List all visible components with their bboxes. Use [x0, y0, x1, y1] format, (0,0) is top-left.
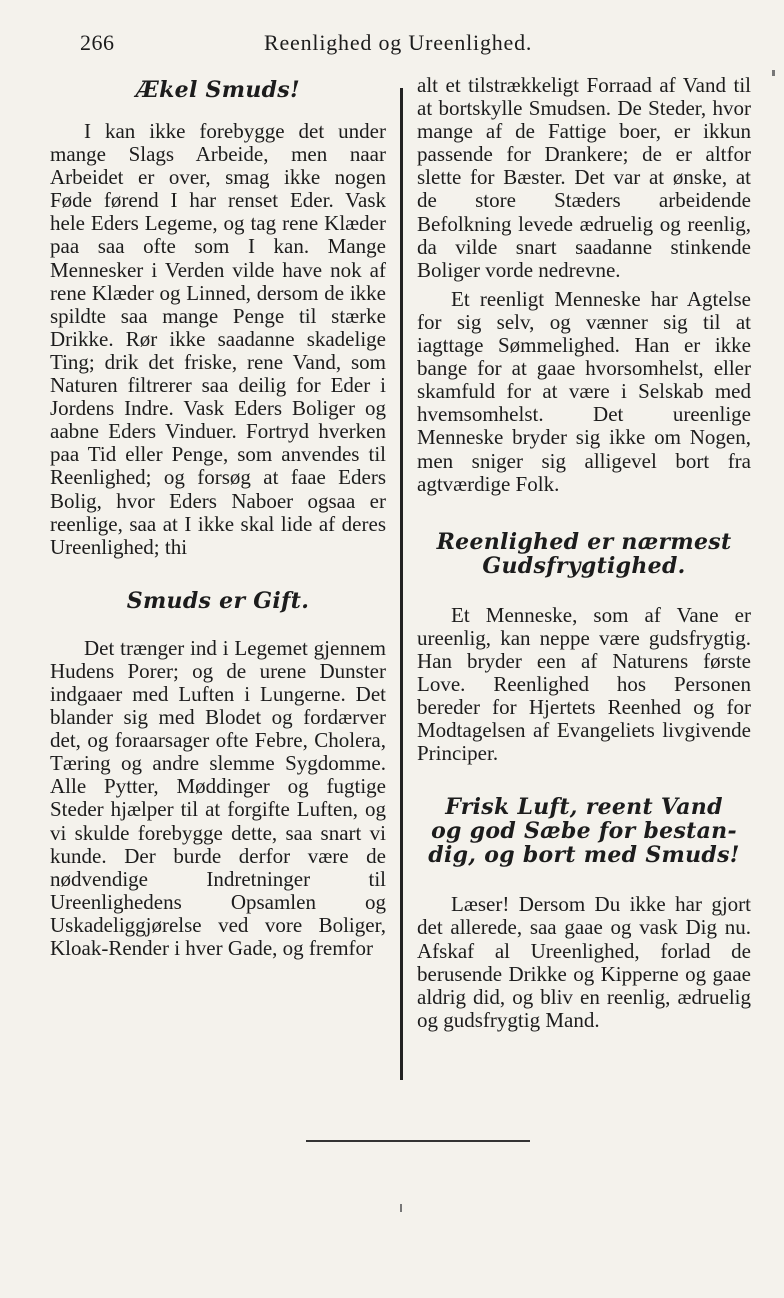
heading-line: og god Sæbe for bestan- — [431, 818, 737, 845]
heading-line: Gudsfrygtighed. — [482, 552, 686, 579]
paragraph-dirt-is-poison: Det trænger ind i Legemet gjennem Hudens Porer; og de urene Dunster indgaaer med Luften i Lungerne. Det blander sig med Blodet og fordærver det, og foraarsager ofte Febre, Cholera, Tæring og andre slemme Sygdomme. Alle Pytter, Møddinger og fugtige Steder hjælper til at forgifte Luften, og vi skulde forebygge dette, saa snart vi kunde. Der burde derfor være de nødvendige Indretninger til Ureenlighedens Opsamlen og Uskadeliggjørelse ved vore Boliger, Kloak-Render i hver Gade, og fremfor — [50, 635, 386, 960]
heading-cleanliness-godliness — [417, 530, 751, 578]
heading-line: dig, og bort med Smuds! — [428, 842, 740, 869]
paragraph-reader-appeal: Læser! Dersom Du ikke har gjort det allerede, saa gaae og vask Dig nu. Afskaf al Ureenlighed, forlad de berusende Drikke og Kipperne og gaae aldrig did, og bliv en reenlig, ædruelig og gudsfrygtig Mand. — [417, 892, 751, 1032]
heading-aekel-smuds: Ækel Smuds! — [136, 77, 300, 103]
paper-speck — [400, 1204, 402, 1212]
left-column — [50, 74, 386, 960]
heading-line: Frisk Luft, reent Vand — [445, 794, 723, 821]
heading-smuds-er-gift: Smuds er Gift. — [126, 587, 310, 614]
paragraph-continuation: alt et tilstrækkeligt Forraad af Vand til at bortskylle Smudsen. De Steder, hvor mange af de Fattige boer, er ikkun passende for Drankere; de er altfor slette for Bæster. Det var at ønske, at de store Stæders arbeidende Befolkning levede ædruelig og reenlig, da vilde snart saadanne stinkende Boliger vorde nedrevne. — [417, 73, 751, 282]
column-divider — [400, 88, 403, 1080]
page-number: 266 — [80, 30, 115, 55]
right-column — [417, 74, 751, 1032]
paper-speck — [772, 70, 775, 76]
page-header — [80, 30, 750, 62]
paragraph-clean-person: Et reenligt Menneske har Agtelse for sig selv, og vænner sig til at iagttage Sømmelighed. Han er ikke bange for at gaae hvorsomhelst, eller skamfuld for at være i Selskab med hvemsomhelst. Det ureenlige Menneske bryder sig ikke om Nogen, men sniger sig alligevel bort fra agtværdige Folk. — [417, 286, 751, 496]
heading-fresh-air — [417, 795, 751, 867]
paragraph-unclean-habit: Et Menneske, som af Vane er ureenlig, kan neppe være gudsfrygtig. Han bryder een af Naturens første Love. Reenlighed hos Personen bereder for Hjertets Reenhed og for Modtagelsen af Evangeliets livgivende Principer. — [417, 602, 751, 766]
closing-rule — [306, 1140, 530, 1142]
heading-line: Reenlighed er nærmest — [436, 528, 732, 555]
paragraph-cleanliness-advice: I kan ikke forebygge det under mange Slags Arbeide, men naar Arbeidet er over, smag ikke nogen Føde førend I har renset Eder. Vask hele Eders Legeme, og tag rene Klæder paa saa ofte som I kan. Mange Mennesker i Verden vilde have nok af rene Klæder og Linned, dersom de ikke spildte saa mange Penge til stærke Drikke. Rør ikke saadanne skadelige Ting; drik det friske, rene Vand, som Naturen filtrerer saa deilig for Eder i Jordens Indre. Vask Eders Boliger og aabne Eders Vinduer. Fortryd hverken paa Tid eller Penge, som anvendes til Reenlighed; og forsøg at faae Eders Bolig, hvor Eders Naboer ogsaa er reenlige, saa at I ikke skal lide af deres Ureenlighed; thi — [50, 119, 386, 559]
running-title: Reenlighed og Ureenlighed. — [264, 30, 533, 55]
